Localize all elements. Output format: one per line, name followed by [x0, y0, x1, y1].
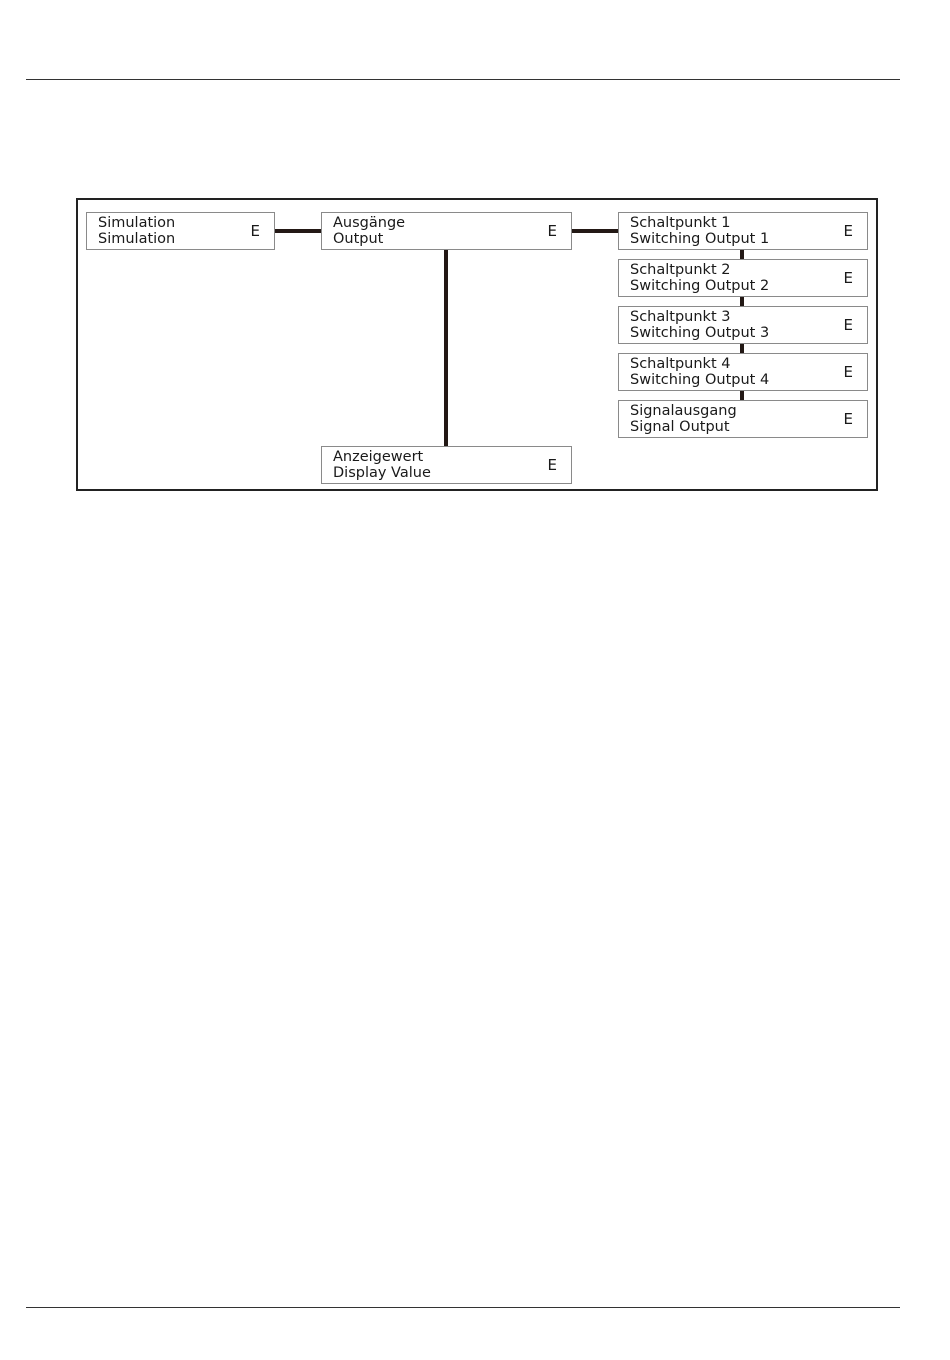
footer-rule	[26, 1307, 900, 1308]
node-switching-output-4-en: Switching Output 4	[630, 372, 770, 388]
header-rule	[26, 79, 900, 80]
connector-output-display-value	[444, 250, 448, 447]
node-output	[321, 212, 572, 250]
node-simulation-de: Simulation	[98, 215, 176, 231]
menu-structure-diagram	[76, 198, 878, 491]
enter-key-label: E	[547, 456, 557, 474]
node-switching-output-3-de: Schaltpunkt 3	[630, 309, 731, 325]
node-switching-output-2-de: Schaltpunkt 2	[630, 262, 731, 278]
enter-key-label: E	[547, 222, 557, 240]
node-signal-output	[618, 400, 868, 438]
node-switching-output-4-de: Schaltpunkt 4	[630, 356, 731, 372]
node-switching-output-2	[618, 259, 868, 297]
connector-output-switching	[571, 229, 619, 233]
node-simulation-en: Simulation	[98, 231, 176, 247]
node-switching-output-1	[618, 212, 868, 250]
node-output-en: Output	[333, 231, 384, 247]
node-switching-output-1-en: Switching Output 1	[630, 231, 770, 247]
node-signal-output-en: Signal Output	[630, 419, 730, 435]
enter-key-label: E	[250, 222, 260, 240]
node-signal-output-de: Signalausgang	[630, 403, 737, 419]
node-switching-output-4	[618, 353, 868, 391]
node-switching-output-1-de: Schaltpunkt 1	[630, 215, 731, 231]
node-switching-output-3	[618, 306, 868, 344]
enter-key-label: E	[843, 316, 853, 334]
enter-key-label: E	[843, 269, 853, 287]
enter-key-label: E	[843, 410, 853, 428]
node-switching-output-3-en: Switching Output 3	[630, 325, 770, 341]
enter-key-label: E	[843, 222, 853, 240]
enter-key-label: E	[843, 363, 853, 381]
connector-simulation-output	[274, 229, 322, 233]
node-simulation	[86, 212, 275, 250]
node-display-value	[321, 446, 572, 484]
node-switching-output-2-en: Switching Output 2	[630, 278, 770, 294]
node-output-de: Ausgänge	[333, 215, 406, 231]
node-display-value-en: Display Value	[333, 465, 431, 481]
node-display-value-de: Anzeigewert	[333, 449, 424, 465]
